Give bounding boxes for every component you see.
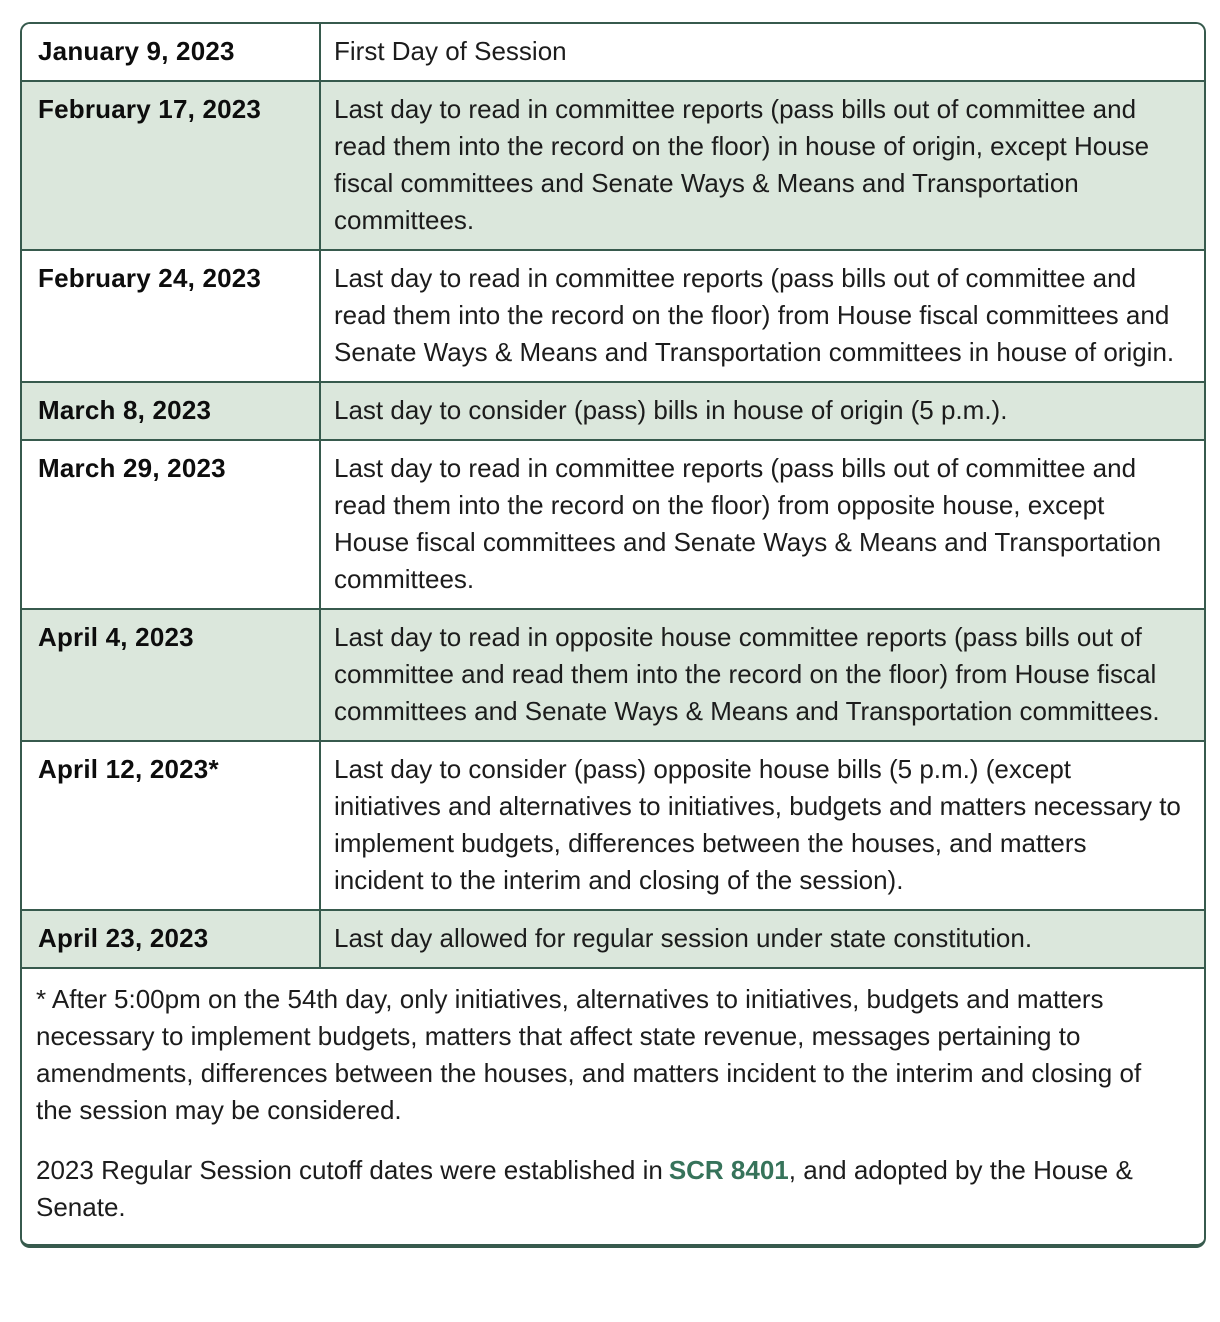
table-footer <box>22 967 1204 1244</box>
description-cell: First Day of Session <box>319 24 1204 80</box>
table-row <box>22 439 1204 608</box>
footnote-text: * After 5:00pm on the 54th day, only initiatives, alternatives to initiatives, budgets and matters necessary to implement budgets, matters that affect state revenue, messages pertaining to amendments, differences between the houses, and matters incident to the interim and closing of the session may be considered. <box>36 984 1142 1125</box>
table-row <box>22 381 1204 439</box>
date-cell: April 12, 2023* <box>38 754 219 784</box>
table-row <box>22 249 1204 381</box>
date-cell: April 23, 2023 <box>38 923 209 953</box>
date-cell: January 9, 2023 <box>38 36 235 66</box>
table-row <box>22 740 1204 909</box>
citation-prefix: 2023 Regular Session cutoff dates were established in <box>36 1155 663 1185</box>
table-row <box>22 909 1204 967</box>
date-cell: February 24, 2023 <box>38 263 262 293</box>
description-cell: Last day allowed for regular session under state constitution. <box>319 911 1204 967</box>
description-cell: Last day to read in committee reports (pass bills out of committee and read them into the record on the floor) in house of origin, except House fiscal committees and Senate Ways & Means and Transportation committees. <box>319 82 1204 249</box>
date-cell: April 4, 2023 <box>38 622 194 652</box>
session-cutoff-dates-table <box>20 22 1206 1248</box>
description-cell: Last day to consider (pass) bills in house of origin (5 p.m.). <box>319 383 1204 439</box>
table-row <box>22 24 1204 80</box>
description-cell: Last day to read in committee reports (pass bills out of committee and read them into the record on the floor) from House fiscal committees and Senate Ways & Means and Transportation committees in house of origin. <box>319 251 1204 381</box>
table-row <box>22 80 1204 249</box>
date-cell: March 29, 2023 <box>38 453 226 483</box>
citation-suffix: , and adopted by the House & Senate. <box>36 1155 1133 1222</box>
description-cell: Last day to read in opposite house committee reports (pass bills out of committee and read them into the record on the floor) from House fiscal committees and Senate Ways & Means and Transportation committees. <box>319 610 1204 740</box>
table-row <box>22 608 1204 740</box>
citation-line <box>36 1152 1184 1226</box>
date-cell: March 8, 2023 <box>38 395 212 425</box>
description-cell: Last day to consider (pass) opposite house bills (5 p.m.) (except initiatives and alternatives to initiatives, budgets and matters necessary to implement budgets, differences between the houses, and matters incident to the interim and closing of the session). <box>319 742 1204 909</box>
date-cell: February 17, 2023 <box>38 94 262 124</box>
scr-8401-link[interactable]: SCR 8401 <box>668 1155 789 1185</box>
description-cell: Last day to read in committee reports (pass bills out of committee and read them into the record on the floor) from opposite house, except House fiscal committees and Senate Ways & Means and Transportation committees. <box>319 441 1204 608</box>
